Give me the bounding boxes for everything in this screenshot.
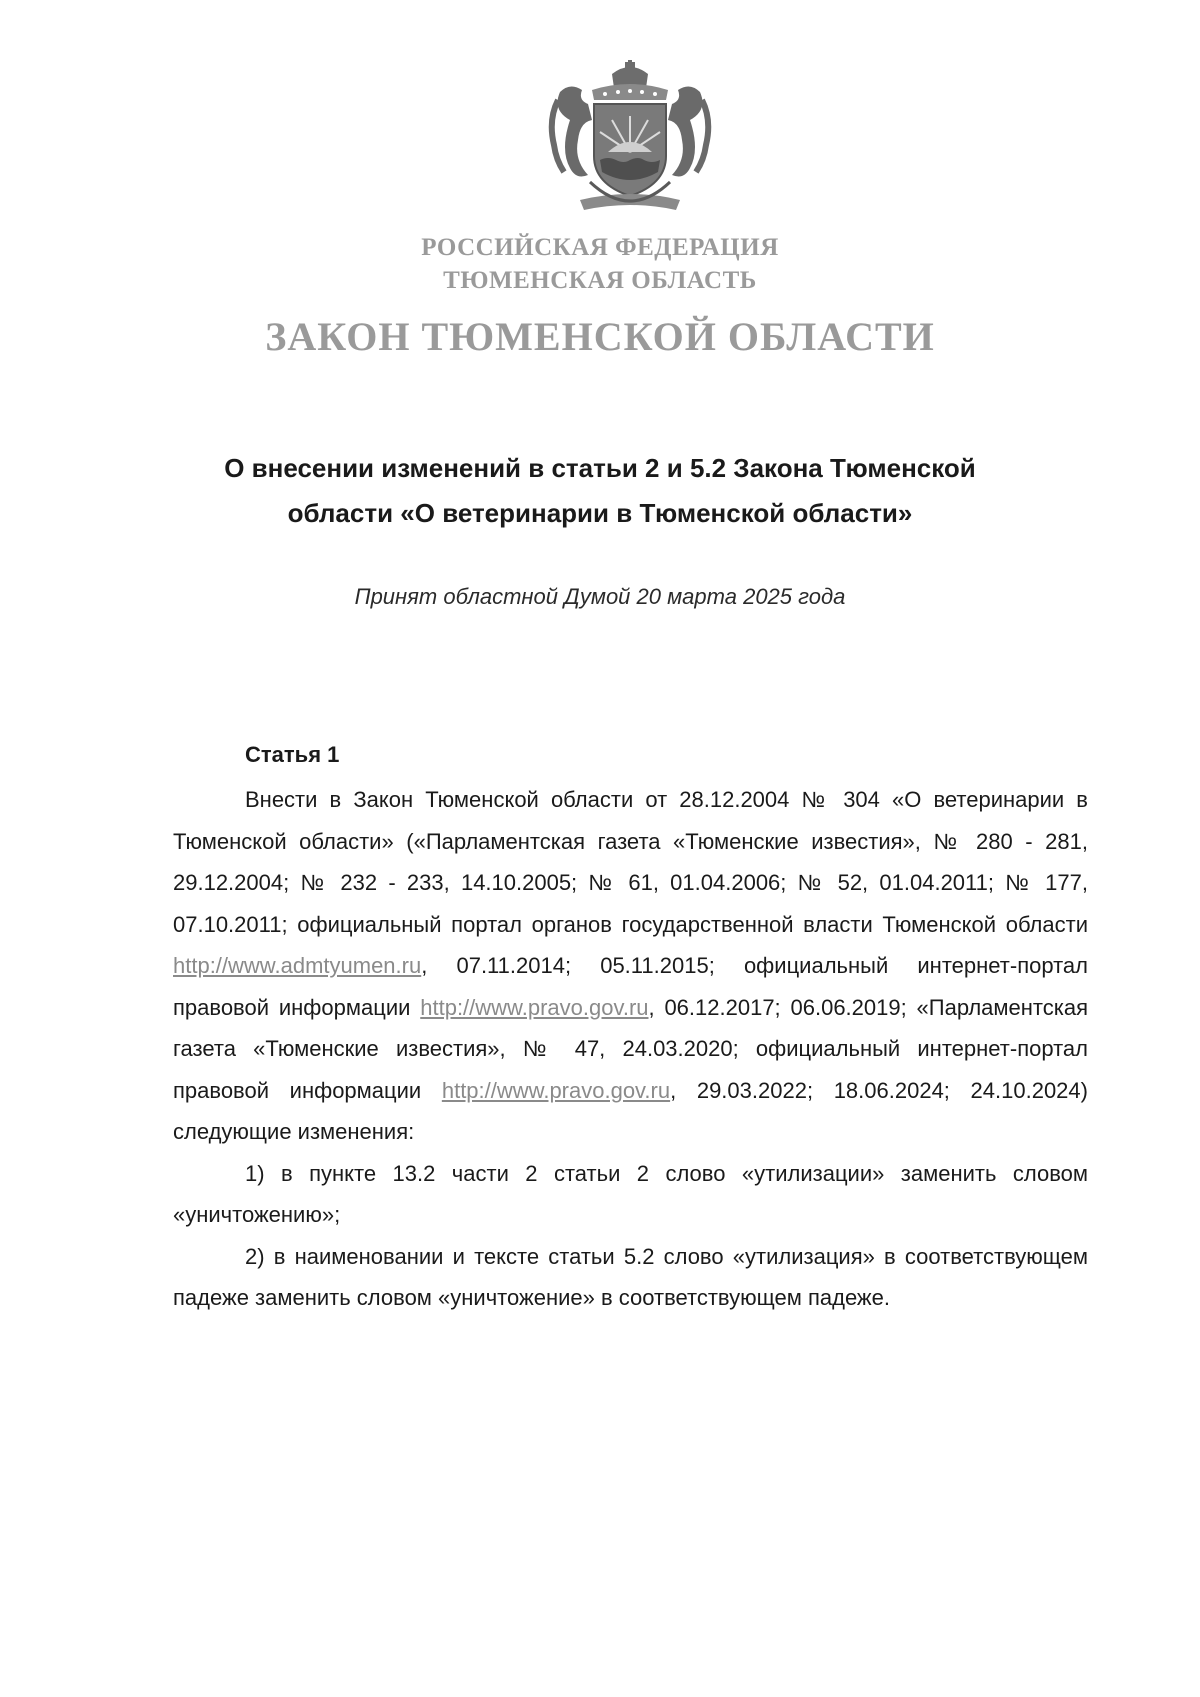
article-item-1: 1) в пункте 13.2 части 2 статьи 2 слово «утилизации» заменить словом «уничтожению»;: [173, 1160, 1088, 1227]
adoption-date: Принят областной Думой 20 марта 2025 года: [354, 584, 846, 609]
article-text: , 29.03.2022; 18.06.2024; 24.10.2024) следующие изменения:: [173, 1077, 1088, 1144]
article-text: , 07.11.2014; 05.11.2015; официальный интернет-портал правовой информации: [173, 953, 1088, 1020]
link-pravo-gov[interactable]: http://www.pravo.gov.ru: [420, 994, 649, 1020]
document-heading: [160, 446, 1040, 536]
tyumen-oblast-coat-of-arms-icon: [530, 60, 730, 220]
article-text: , 06.12.2017; 06.06.2019; «Парламентская газета «Тюменские известия», № 47, 24.03.2020; официальный интернет-портал правовой информации: [173, 994, 1088, 1103]
article-title: Статья 1: [245, 742, 340, 767]
article-paragraph: [173, 779, 1088, 1153]
document-heading-line2: области «О ветеринарии в Тюменской области»: [287, 498, 913, 528]
article-text: Внести в Закон Тюменской области от 28.12.2004 № 304 «О ветеринарии в Тюменской области» («Парламентская газета «Тюменские известия», № 280 - 281, 29.12.2004; № 232 - 233, 14.10.2005; № 61, 01.04.2006; № 52, 01.04.2011; № 177, 07.10.2011; официальный портал органов государственной власти Тюменской области: [173, 787, 1088, 937]
header-region: ТЮМЕНСКАЯ ОБЛАСТЬ: [443, 267, 757, 294]
law-type-title: ЗАКОН ТЮМЕНСКОЙ ОБЛАСТИ: [265, 314, 935, 359]
article-item-2: 2) в наименовании и тексте статьи 5.2 слово «утилизация» в соответствующем падеже заменить словом «уничтожение» в соответствующем падеже.: [173, 1243, 1088, 1310]
header-country: РОССИЙСКАЯ ФЕДЕРАЦИЯ: [421, 234, 779, 261]
document-heading-line1: О внесении изменений в статьи 2 и 5.2 Закона Тюменской: [224, 453, 976, 483]
article-body: [173, 779, 1088, 1319]
link-admtyumen[interactable]: http://www.admtyumen.ru: [173, 953, 422, 978]
link-pravo-gov[interactable]: http://www.pravo.gov.ru: [441, 1077, 671, 1103]
